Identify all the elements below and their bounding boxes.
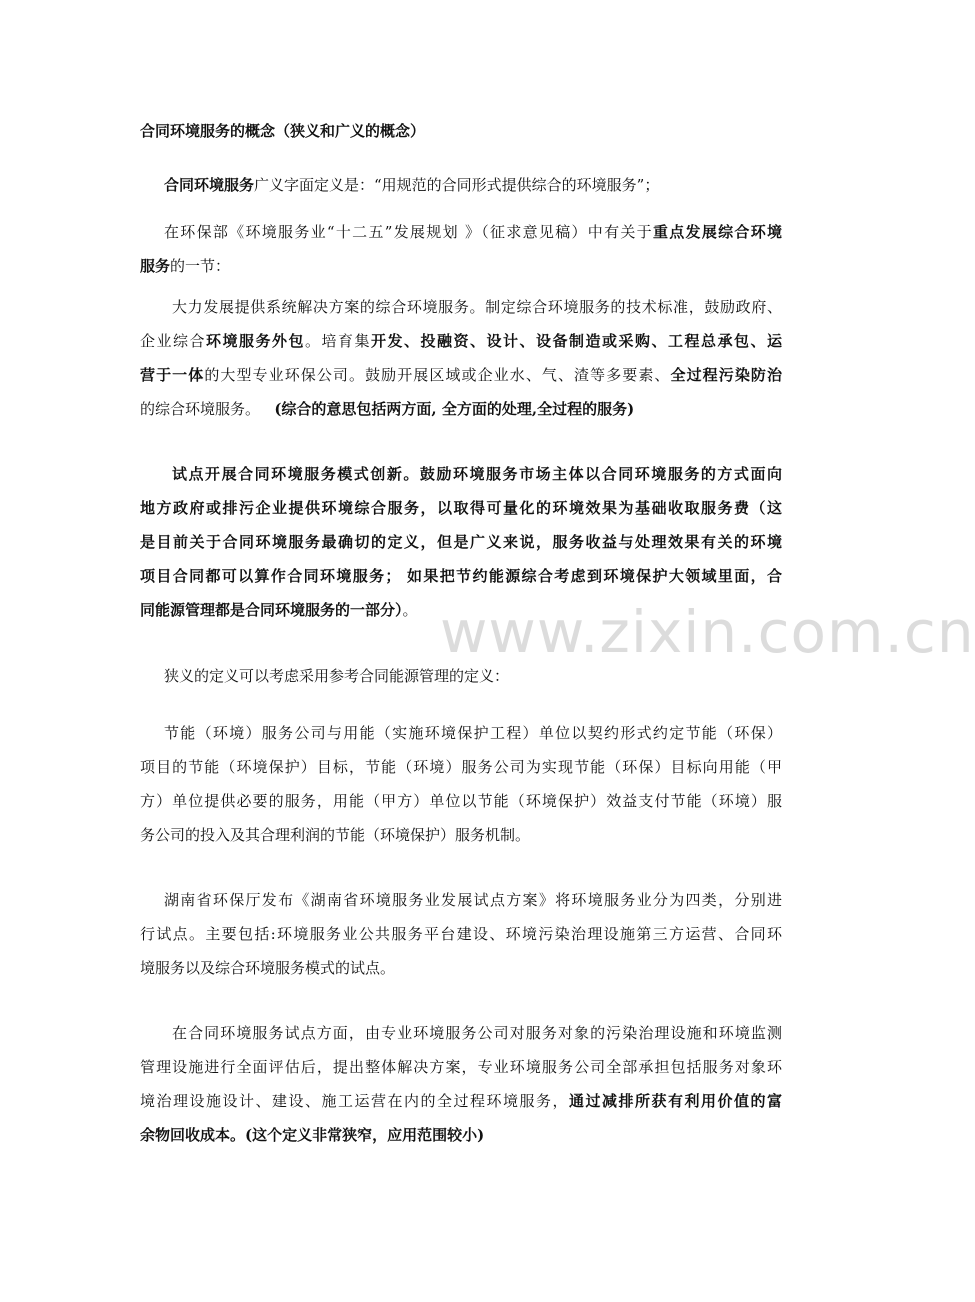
text-run: 广义字面定义是：“用规范的合同形式提供综合的环境服务”； xyxy=(254,176,660,194)
text-run: 管理设施进行全面评估后，提出整体解决方案，专业环境服务公司全部承担包括服务对象环 xyxy=(140,1058,782,1076)
watermark: www.zixin.com.cn xyxy=(440,598,975,666)
text-run: 。 xyxy=(402,601,418,619)
paragraph-hunan-pilot xyxy=(140,883,782,985)
bold-term: 服务 xyxy=(140,257,171,275)
paragraph-line xyxy=(140,1050,782,1084)
text-run: 境治理设施设计、建设、施工运营在内的全过程环境服务， xyxy=(140,1092,569,1110)
text-run: 的大型专业环保公司。鼓励开展区域或企业水、气、渣等多要素、 xyxy=(204,366,671,384)
text-run: 项目的节能（环境保护）目标，节能（环境）服务公司为实现节能（环保）目标向用能（甲 xyxy=(140,758,782,776)
text-run: 狭义的定义可以考虑采用参考合同能源管理的定义： xyxy=(164,667,510,685)
text-run: 在环保部《环境服务业“十二五”发展规划 》（征求意见稿）中有关于 xyxy=(164,223,653,241)
paragraph-line xyxy=(140,917,782,951)
paragraph-line xyxy=(140,215,782,249)
paragraph-broad-definition xyxy=(140,168,782,202)
text-run: 节能（环境）服务公司与用能（实施环境保护工程）单位以契约形式约定节能（环保） xyxy=(164,724,782,742)
bold-term: 环境服务外包 xyxy=(206,332,305,350)
text-run: 在合同环境服务试点方面，由专业环境服务公司对服务对象的污染治理设施和环境监测 xyxy=(172,1024,782,1042)
paragraph-line xyxy=(140,491,782,525)
text-run: 境服务以及综合环境服务模式的试点。 xyxy=(140,959,396,977)
text-run: 的综合环境服务。 xyxy=(140,400,261,418)
text-run: 方）单位提供必要的服务，用能（甲方）单位以节能（环境保护）效益支付节能（环境）服 xyxy=(140,792,782,810)
paragraph-pilot-innovation xyxy=(140,457,782,627)
text-run: 务公司的投入及其合理利润的节能（环境保护）服务机制。 xyxy=(140,826,531,844)
bold-term: 全过程污染防治 xyxy=(670,366,782,384)
paragraph-contract-pilot xyxy=(140,1016,782,1152)
bold-term: 营于一体 xyxy=(140,366,205,384)
paragraph-line xyxy=(140,883,782,917)
paragraph-integrated-services xyxy=(140,290,782,426)
paragraph-line xyxy=(140,750,782,784)
paragraph-line xyxy=(140,784,782,818)
text-run: 行试点。主要包括:环境服务业公共服务平台建设、环境污染治理设施第三方运营、合同环 xyxy=(140,925,782,943)
paragraph-narrow-intro xyxy=(140,659,782,693)
paragraph-line xyxy=(140,1016,782,1050)
bold-text: 试点开展合同环境服务模式创新。鼓励环境服务市场主体以合同环境服务的方式面向 xyxy=(172,465,782,483)
paragraph-plan-reference xyxy=(140,215,782,283)
text-run: 。培育集 xyxy=(305,332,371,350)
paragraph-narrow-definition xyxy=(140,716,782,852)
paragraph-line xyxy=(140,659,782,693)
paragraph-line xyxy=(140,168,782,202)
paragraph-line xyxy=(140,716,782,750)
paragraph-line xyxy=(140,593,782,627)
paragraph-line xyxy=(140,324,782,358)
paragraph-line xyxy=(140,1118,782,1152)
bold-text: 同能源管理都是合同环境服务的一部分） xyxy=(140,601,403,619)
bold-term: 重点发展综合环境 xyxy=(652,223,782,241)
bold-text: 地方政府或排污企业提供环境综合服务，以取得可量化的环境效果为基础收取服务费（这 xyxy=(140,499,782,517)
bold-term: 通过减排所获有利用价值的富 xyxy=(568,1092,782,1110)
paragraph-line xyxy=(140,358,782,392)
paragraph-line xyxy=(140,951,782,985)
text-run: 大力发展提供系统解决方案的综合环境服务。制定综合环境服务的技术标准，鼓励政府、 xyxy=(172,298,782,316)
text-run: 的一节： xyxy=(170,257,231,275)
text-run: 企业综合 xyxy=(140,332,206,350)
bold-term: 开发、投融资、设计、设备制造或采购、工程总承包、运 xyxy=(371,332,782,350)
bold-note: 余物回收成本。(这个定义非常狭窄，应用范围较小) xyxy=(140,1126,485,1144)
paragraph-line xyxy=(140,249,782,283)
text-run: 湖南省环保厅发布《湖南省环境服务业发展试点方案》将环境服务业分为四类，分别进 xyxy=(164,891,782,909)
bold-term: 合同环境服务 xyxy=(164,176,255,194)
bold-text: 是目前关于合同环境服务最确切的定义，但是广义来说，服务收益与处理效果有关的环境 xyxy=(140,533,782,551)
bold-note: (综合的意思包括两方面, 全方面的处理,全过程的服务) xyxy=(274,400,635,418)
paragraph-line xyxy=(140,1084,782,1118)
paragraph-line xyxy=(140,559,782,593)
paragraph-line xyxy=(140,818,782,852)
bold-text: 项目合同都可以算作合同环境服务； 如果把节约能源综合考虑到环境保护大领域里面，合 xyxy=(140,567,782,585)
paragraph-line xyxy=(140,392,782,426)
document-title: 合同环境服务的概念（狭义和广义的概念） xyxy=(140,122,426,140)
paragraph-line xyxy=(140,525,782,559)
paragraph-line xyxy=(140,290,782,324)
paragraph-line xyxy=(140,457,782,491)
